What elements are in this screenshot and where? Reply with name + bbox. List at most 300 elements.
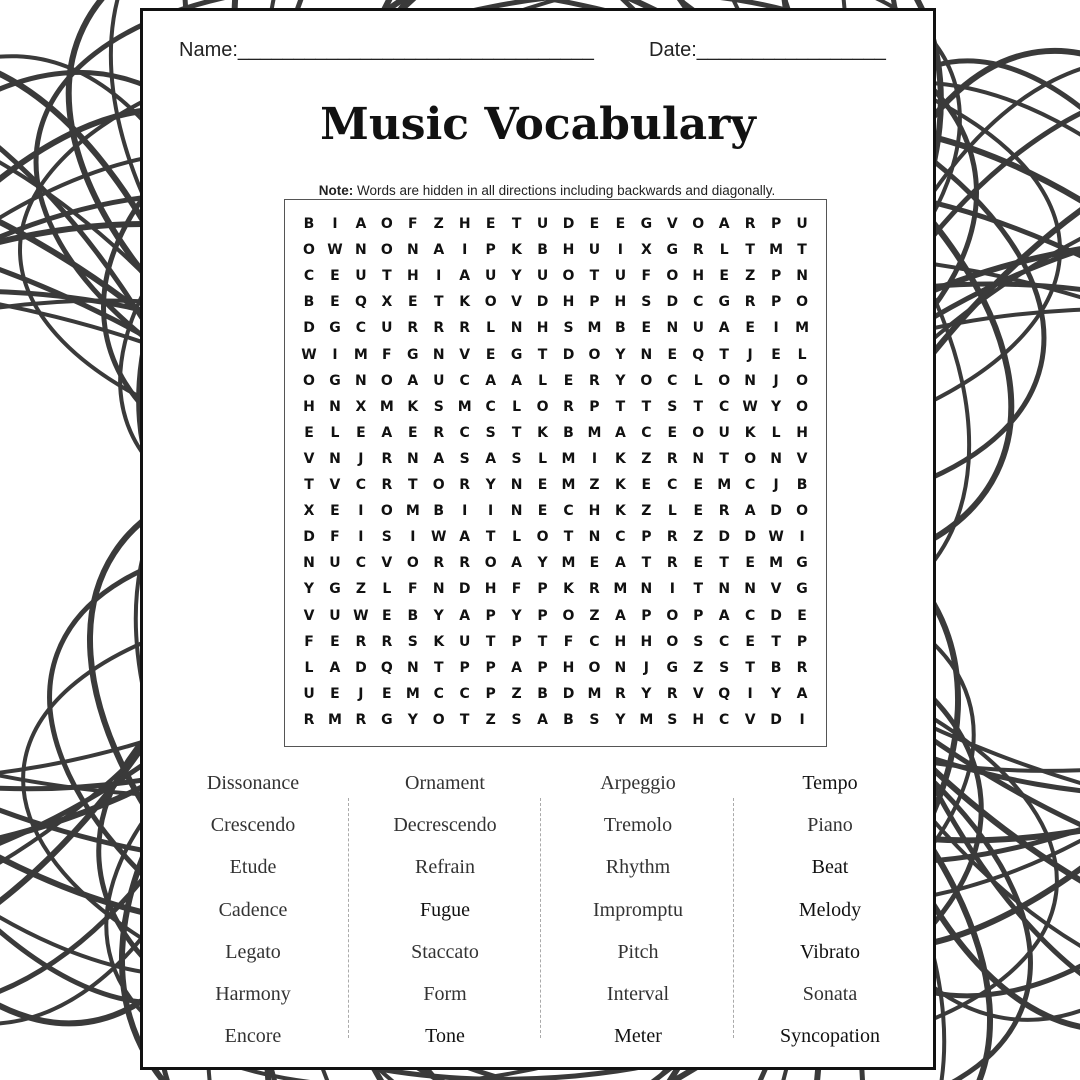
grid-letter: R [459, 477, 471, 493]
grid-letter: C [719, 711, 730, 728]
word-list-item: Rhythm [605, 856, 671, 879]
grid-letter: Y [771, 685, 782, 702]
grid-letter: T [433, 659, 444, 676]
word-list-item: Cadence [218, 898, 288, 921]
grid-letter: V [770, 581, 782, 598]
grid-letter: M [717, 477, 732, 493]
grid-letter: B [407, 607, 419, 624]
grid-letter: I [436, 268, 442, 285]
grid-letter: N [770, 450, 782, 467]
grid-letter: D [770, 607, 782, 624]
grid-letter: M [379, 398, 394, 415]
grid-letter: K [433, 633, 445, 650]
grid-letter: P [589, 398, 600, 415]
column-divider [540, 798, 541, 1038]
grid-letter: L [512, 529, 522, 546]
grid-letter: R [433, 320, 445, 337]
grid-letter: N [329, 398, 341, 415]
grid-letter: E [693, 477, 704, 493]
grid-letter: N [796, 268, 808, 285]
grid-letter: T [719, 450, 729, 467]
word-list-item: Pitch [617, 940, 659, 963]
grid-letter: E [745, 633, 755, 650]
grid-letter: R [355, 633, 367, 650]
grid-letter: H [562, 294, 575, 311]
grid-letter: R [381, 633, 393, 650]
grid-letter: M [587, 685, 602, 702]
grid-letter: E [485, 216, 496, 232]
grid-letter: X [381, 294, 393, 311]
grid-letter: M [769, 242, 784, 259]
grid-letter: R [459, 555, 471, 572]
grid-letter: Y [303, 581, 315, 598]
grid-letter: C [433, 685, 444, 702]
grid-letter: T [693, 581, 704, 598]
grid-letter: Y [771, 398, 782, 415]
grid-letter: M [561, 477, 576, 493]
grid-letter: A [796, 685, 808, 702]
grid-letter: I [799, 529, 805, 546]
grid-letter: J [358, 450, 364, 467]
grid-letter: U [381, 320, 393, 337]
grid-letter: V [459, 346, 471, 363]
grid-letter: P [511, 633, 522, 650]
word-list-item: Tremolo [603, 814, 673, 837]
grid-letter: R [433, 424, 445, 441]
grid-letter: P [770, 294, 782, 311]
grid-letter: E [330, 685, 340, 702]
word-list-item: Tone [425, 1025, 465, 1048]
grid-letter: D [303, 320, 315, 337]
grid-letter: I [747, 685, 753, 702]
grid-letter: A [511, 659, 523, 676]
grid-letter: O [666, 268, 679, 285]
grid-letter: O [666, 633, 679, 650]
grid-letter: T [537, 633, 548, 650]
grid-letter: Z [641, 503, 652, 520]
grid-letter: M [457, 398, 472, 415]
grid-letter: E [537, 477, 548, 493]
grid-letter: Y [615, 346, 626, 363]
grid-letter: N [510, 477, 523, 493]
grid-letter: T [797, 242, 807, 259]
grid-letter: E [304, 424, 314, 441]
grid-letter: A [407, 372, 419, 389]
grid-letter: N [406, 659, 419, 676]
grid-letter: U [536, 216, 549, 232]
grid-letter: B [770, 659, 782, 676]
grid-letter: R [589, 581, 600, 598]
grid-letter: C [693, 294, 704, 311]
grid-letter: L [719, 242, 729, 259]
grid-letter: C [355, 555, 367, 572]
word-list-item: Staccato [411, 940, 479, 963]
grid-letter: T [511, 216, 522, 232]
word-list-item: Syncopation [780, 1025, 880, 1048]
grid-letter: H [406, 268, 419, 285]
grid-letter: I [669, 581, 675, 598]
grid-letter: K [614, 503, 626, 520]
grid-letter: O [692, 424, 705, 441]
grid-letter: V [329, 477, 341, 493]
grid-letter: A [718, 216, 730, 232]
grid-letter: V [303, 607, 315, 624]
word-list-item: Piano [807, 814, 853, 837]
grid-letter: S [459, 450, 470, 467]
grid-letter: E [537, 503, 548, 520]
grid-letter: I [799, 711, 805, 728]
column-divider [733, 798, 734, 1038]
grid-letter: F [641, 268, 652, 285]
grid-letter: Z [745, 268, 756, 285]
grid-letter: L [382, 581, 392, 598]
grid-letter: O [536, 529, 549, 546]
grid-letter: V [744, 711, 756, 728]
grid-letter: C [641, 424, 652, 441]
word-list-item: Fugue [420, 898, 470, 921]
grid-letter: U [588, 242, 601, 259]
grid-letter: D [718, 529, 730, 546]
grid-letter: O [796, 398, 808, 415]
grid-letter: T [641, 555, 652, 572]
grid-letter: F [304, 633, 314, 650]
grid-letter: Q [692, 346, 705, 363]
grid-letter: E [745, 555, 755, 572]
grid-letter: D [666, 294, 679, 311]
grid-letter: R [666, 450, 678, 467]
date-field-label: Date:_________________ [649, 39, 886, 61]
word-list-item: Refrain [415, 856, 475, 879]
grid-letter: H [640, 633, 653, 650]
grid-letter: M [561, 555, 576, 572]
grid-letter: P [485, 242, 496, 259]
grid-letter: C [719, 398, 730, 415]
grid-letter: T [589, 268, 600, 285]
grid-letter: O [588, 346, 601, 363]
grid-letter: S [641, 294, 652, 311]
grid-letter: R [796, 659, 808, 676]
grid-letter: Z [355, 581, 366, 598]
grid-letter: T [485, 633, 496, 650]
grid-letter: T [563, 529, 574, 546]
word-list-item: Melody [798, 898, 862, 921]
grid-letter: K [563, 581, 574, 598]
grid-letter: N [510, 320, 523, 337]
grid-letter: J [643, 659, 649, 676]
grid-letter: M [405, 685, 420, 702]
grid-letter: Z [511, 685, 522, 702]
grid-letter: E [330, 633, 340, 650]
grid-letter: S [563, 320, 574, 337]
grid-letter: Y [511, 268, 522, 285]
grid-letter: O [796, 294, 808, 311]
grid-letter: N [744, 372, 756, 389]
grid-letter: T [719, 346, 729, 363]
word-list-item: Beat [811, 856, 849, 879]
grid-letter: Y [407, 711, 418, 728]
grid-letter: K [744, 424, 756, 441]
grid-letter: C [615, 529, 626, 546]
grid-letter: G [329, 320, 341, 337]
grid-letter: P [485, 607, 496, 624]
grid-letter: S [667, 398, 678, 415]
grid-letter: C [667, 477, 678, 493]
grid-letter: N [432, 581, 445, 598]
grid-letter: E [693, 555, 704, 572]
grid-letter: C [459, 424, 470, 441]
grid-letter: A [537, 711, 548, 728]
grid-letter: B [615, 320, 626, 337]
grid-letter: T [693, 398, 704, 415]
grid-letter: W [742, 398, 758, 415]
grid-letter: E [382, 607, 392, 624]
grid-letter: W [327, 242, 343, 259]
grid-letter: Y [537, 555, 548, 572]
grid-letter: G [796, 555, 808, 572]
grid-letter: A [459, 529, 471, 546]
grid-letter: H [303, 398, 315, 415]
grid-letter: L [538, 450, 547, 467]
worksheet-page [140, 8, 936, 1070]
grid-letter: M [639, 711, 654, 728]
grid-letter: C [589, 633, 600, 650]
grid-letter: E [667, 346, 678, 363]
grid-letter: E [615, 216, 626, 232]
grid-letter: D [355, 659, 367, 676]
grid-letter: P [537, 607, 548, 624]
grid-letter: W [768, 529, 784, 546]
grid-letter: Q [718, 685, 731, 702]
grid-letter: P [537, 581, 548, 598]
grid-letter: O [303, 372, 315, 389]
grid-letter: I [332, 346, 338, 363]
grid-letter: T [433, 294, 444, 311]
grid-letter: K [407, 398, 419, 415]
grid-letter: M [587, 320, 602, 337]
grid-letter: E [719, 268, 729, 285]
grid-letter: E [641, 477, 652, 493]
grid-letter: T [615, 398, 626, 415]
grid-letter: E [641, 320, 652, 337]
grid-letter: P [641, 529, 652, 546]
grid-letter: P [641, 607, 652, 624]
grid-letter: B [537, 242, 548, 259]
grid-letter: R [303, 711, 315, 728]
grid-letter: Q [380, 659, 393, 676]
grid-letter: Y [433, 607, 444, 624]
grid-letter: R [692, 242, 704, 259]
grid-letter: K [511, 242, 523, 259]
grid-letter: N [640, 581, 653, 598]
grid-letter: I [462, 242, 468, 259]
grid-letter: D [744, 529, 756, 546]
grid-letter: M [327, 711, 342, 728]
grid-letter: D [770, 503, 782, 520]
grid-letter: N [588, 529, 601, 546]
grid-letter: G [329, 372, 341, 389]
grid-letter: O [562, 607, 575, 624]
grid-letter: E [330, 268, 340, 285]
grid-letter: O [406, 555, 419, 572]
grid-letter: F [382, 346, 392, 363]
grid-letter: H [796, 424, 808, 441]
grid-letter: J [358, 685, 364, 702]
grid-letter: M [561, 450, 576, 467]
grid-letter: T [304, 477, 314, 493]
grid-letter: C [459, 372, 470, 389]
grid-letter: Z [693, 529, 704, 546]
grid-letter: R [615, 685, 626, 702]
grid-letter: C [745, 607, 756, 624]
note-label: Note: [318, 183, 354, 198]
grid-letter: B [796, 477, 808, 493]
grid-letter: S [381, 529, 392, 546]
grid-letter: S [719, 659, 730, 676]
grid-letter: D [303, 529, 315, 546]
grid-letter: G [640, 216, 653, 232]
word-list-item: Harmony [215, 983, 291, 1005]
word-list-item: Decrescendo [393, 814, 497, 837]
grid-letter: O [432, 711, 445, 728]
grid-letter: B [303, 294, 315, 311]
grid-letter: N [432, 346, 445, 363]
grid-letter: N [666, 320, 679, 337]
grid-letter: C [303, 268, 315, 285]
grid-letter: F [330, 529, 340, 546]
grid-letter: U [355, 268, 367, 285]
grid-letter: N [406, 242, 419, 259]
grid-letter: G [796, 581, 808, 598]
grid-letter: L [797, 346, 807, 363]
grid-letter: R [563, 398, 574, 415]
grid-letter: V [796, 450, 808, 467]
grid-letter: Z [693, 659, 704, 676]
grid-letter: U [536, 268, 549, 285]
grid-letter: O [432, 477, 445, 493]
grid-letter: B [433, 503, 445, 520]
grid-letter: E [797, 607, 807, 624]
grid-letter: E [382, 685, 392, 702]
grid-letter: V [666, 216, 678, 232]
grid-letter: S [485, 424, 496, 441]
grid-letter: H [458, 216, 471, 232]
grid-letter: H [614, 294, 627, 311]
grid-letter: B [537, 685, 548, 702]
grid-letter: A [614, 607, 626, 624]
grid-letter: I [617, 242, 623, 259]
grid-letter: F [408, 216, 418, 232]
grid-letter: Q [354, 294, 367, 311]
grid-letter: S [511, 711, 522, 728]
grid-letter: D [458, 581, 471, 598]
grid-letter: O [640, 372, 653, 389]
grid-letter: A [355, 216, 367, 232]
grid-letter: E [667, 424, 678, 441]
grid-letter: O [380, 372, 393, 389]
word-list-item: Encore [224, 1025, 282, 1048]
grid-letter: V [381, 555, 393, 572]
grid-letter: D [770, 711, 782, 728]
grid-letter: L [771, 424, 781, 441]
grid-letter: T [641, 398, 652, 415]
grid-letter: V [511, 294, 523, 311]
grid-letter: P [485, 685, 496, 702]
grid-letter: N [355, 372, 367, 389]
grid-letter: E [408, 424, 418, 441]
grid-letter: N [329, 450, 341, 467]
grid-letter: O [380, 216, 393, 232]
grid-letter: U [329, 555, 341, 572]
grid-letter: A [433, 242, 445, 259]
grid-letter: F [563, 633, 574, 650]
grid-letter: I [591, 450, 598, 467]
grid-letter: R [381, 477, 393, 493]
instructions-note [143, 183, 951, 198]
grid-letter: L [512, 398, 522, 415]
grid-letter: O [484, 555, 497, 572]
grid-letter: Y [641, 685, 652, 702]
grid-letter: P [770, 216, 782, 232]
grid-letter: B [563, 424, 574, 441]
grid-letter: M [795, 320, 810, 337]
grid-letter: P [796, 633, 808, 650]
grid-letter: D [562, 346, 575, 363]
grid-letter: N [355, 242, 367, 259]
grid-letter: R [381, 450, 393, 467]
grid-letter: H [692, 268, 705, 285]
grid-letter: O [303, 242, 315, 259]
grid-letter: I [462, 503, 468, 520]
grid-letter: R [407, 320, 419, 337]
grid-letter: Y [615, 372, 626, 389]
grid-letter: U [614, 268, 627, 285]
grid-letter: T [745, 659, 755, 676]
grid-letter: A [433, 450, 445, 467]
grid-letter: O [536, 398, 549, 415]
grid-letter: V [692, 685, 704, 702]
grid-letter: R [666, 555, 678, 572]
word-list-item: Vibrato [800, 940, 860, 963]
grid-letter: C [667, 372, 678, 389]
column-divider [348, 798, 349, 1038]
grid-letter: P [485, 659, 496, 676]
note-text: Words are hidden in all directions including backwards and diagonally. [353, 183, 776, 198]
grid-letter: T [511, 424, 522, 441]
grid-letter: B [563, 711, 574, 728]
word-list-item: Impromptu [593, 898, 683, 921]
grid-letter: L [330, 424, 340, 441]
grid-letter: J [773, 477, 779, 493]
grid-letter: R [666, 685, 678, 702]
grid-letter: G [718, 294, 730, 311]
grid-letter: O [484, 294, 497, 311]
grid-letter: T [459, 711, 470, 728]
name-field-label: Name:________________________________ [179, 39, 594, 61]
grid-letter: G [329, 581, 341, 598]
grid-letter: R [589, 372, 600, 389]
grid-letter: M [769, 555, 784, 572]
grid-letter: K [459, 294, 471, 311]
grid-letter: H [588, 503, 601, 520]
grid-letter: H [614, 633, 627, 650]
grid-letter: I [410, 529, 416, 546]
grid-letter: R [718, 503, 730, 520]
grid-letter: N [406, 450, 419, 467]
word-list-item: Ornament [405, 772, 485, 794]
grid-letter: I [488, 503, 494, 520]
grid-letter: J [773, 372, 779, 389]
grid-letter: M [353, 346, 368, 363]
